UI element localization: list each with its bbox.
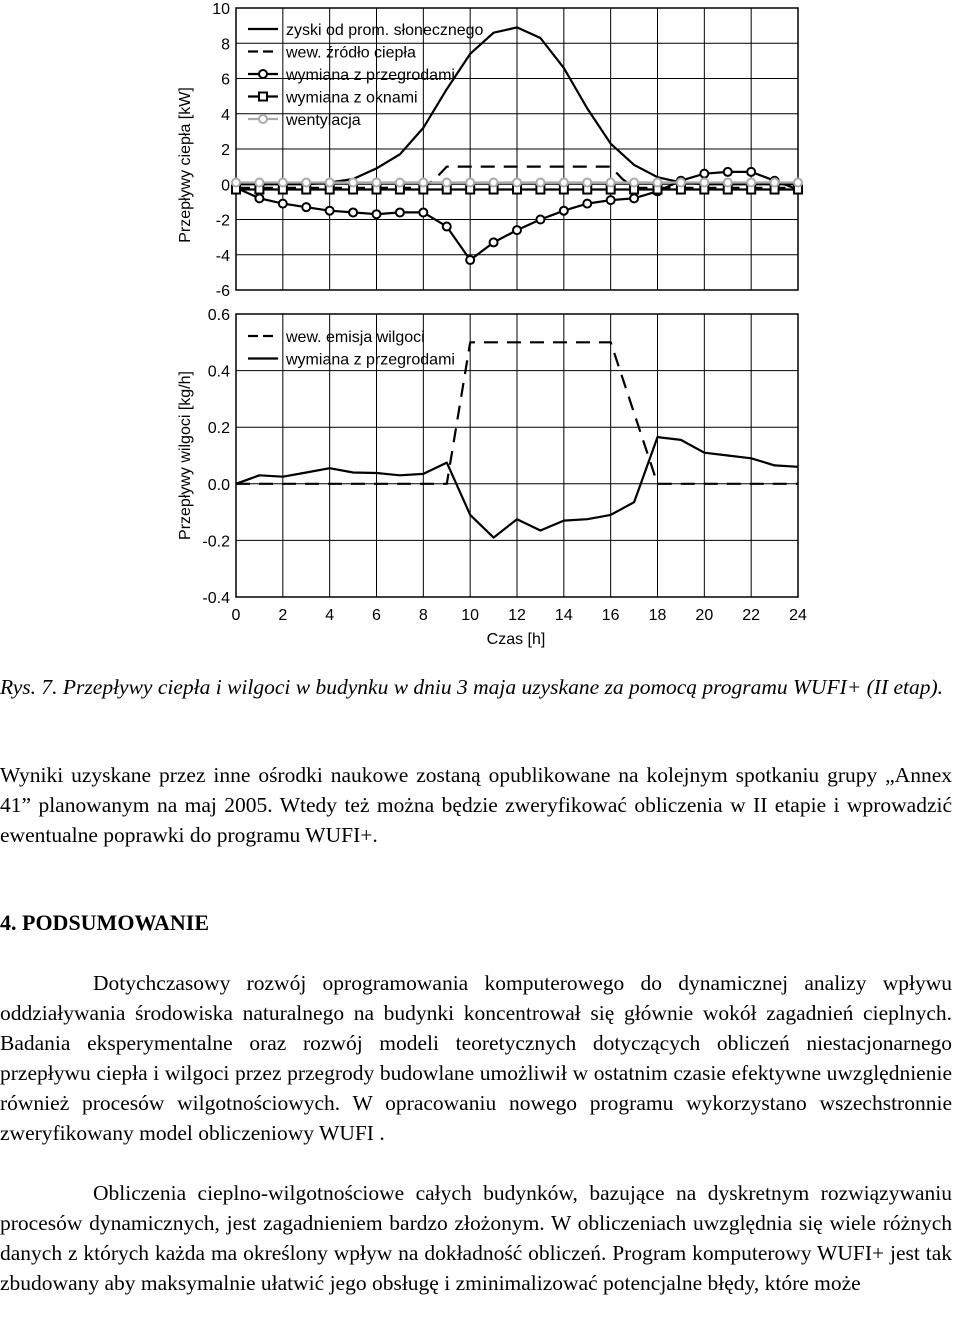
series-point (630, 178, 638, 186)
series-point (513, 226, 521, 234)
legend-label: wentylacja (286, 112, 361, 129)
series-point (536, 178, 544, 186)
series-point (279, 178, 287, 186)
series-point (560, 207, 568, 215)
series-point (349, 208, 357, 216)
series-point (466, 178, 474, 186)
series-point (232, 178, 240, 186)
x-tick-label: 16 (601, 607, 620, 624)
series-point (373, 210, 381, 218)
series-point (630, 194, 638, 202)
legend-label: wymiana z przegrodami (286, 351, 455, 369)
series-point (513, 178, 521, 186)
paragraph-summary: Dotychczasowy rozwój oprogramowania komputerowego do dynamicznej analizy wpływu oddziaływania środowiska naturalnego na budynki koncentrował się głównie wokół zagadnień cieplnych. Badania eksperymentalne oraz rozwój modeli teoretycznych dotyczących obliczeń niestacjonarnego przepływu ciepła i wilgoci przez przegrody budowlane umożliwił w ostatnim czasie efektywne uwzględnienie również procesów wilgotnościowych. W opracowaniu nowego programu wykorzystano wszechstronnie zweryfikowany model obliczeniowy WUFI . (0, 971, 952, 1145)
heat-moisture-flow-chart (0, 0, 960, 660)
legend-label: wymiana z przegrodami (286, 67, 455, 84)
series-point (794, 178, 802, 186)
legend-marker (259, 115, 267, 123)
x-tick-label: 8 (418, 607, 428, 624)
series-point (700, 178, 708, 186)
x-tick-label: 12 (508, 607, 526, 624)
figure-caption (0, 672, 952, 702)
series-point (443, 223, 451, 231)
series-point (607, 178, 615, 186)
legend-marker (259, 70, 267, 78)
legend-label: wew. emisja wilgoci (286, 329, 425, 346)
x-axis-label: Czas [h] (486, 631, 546, 648)
chart-panel-2 (177, 307, 807, 648)
caption-number: Rys. 7. (0, 675, 58, 699)
series-point (583, 200, 591, 208)
y-tick-label: 0.4 (207, 363, 230, 381)
series-point (747, 168, 755, 176)
series-point (419, 208, 427, 216)
x-tick-label: 22 (742, 607, 761, 624)
series-point (607, 196, 615, 204)
series-point (326, 207, 334, 215)
caption-text: Przepływy ciepła i wilgoci w budynku w dniu 3 maja uzyskane za pomocą programu WUFI+ (II etap). (62, 675, 944, 699)
series-point (302, 203, 310, 211)
series-point (536, 216, 544, 224)
legend-marker (259, 93, 267, 101)
paragraph-results: Wyniki uzyskane przez inne ośrodki naukowe zostaną opublikowane na kolejnym spotkaniu grupy „Annex 41” planowanym na maj 2005. Wtedy też można będzie zweryfikować obliczenia w II etapie i wprowadzić ewentualne poprawki do programu WUFI+. (0, 763, 952, 847)
series-point (771, 178, 779, 186)
y-tick-label: 8 (221, 36, 230, 54)
series-point (724, 178, 732, 186)
series-point (654, 178, 662, 186)
series-point (747, 178, 755, 186)
series-point (279, 200, 287, 208)
series-point (373, 178, 381, 186)
series-point (396, 208, 404, 216)
series-point (466, 256, 474, 264)
legend-label: zyski od prom. słonecznego (286, 22, 484, 39)
y-tick-label: 0.2 (207, 420, 230, 438)
y-tick-label: -6 (215, 283, 230, 300)
series-point (396, 178, 404, 186)
x-tick-label: 10 (461, 607, 480, 624)
series-point (419, 178, 427, 186)
y-tick-label: -4 (215, 247, 230, 265)
series-point (302, 178, 310, 186)
paragraph-calculations: Obliczenia cieplno-wilgotnościowe całych budynków, bazujące na dyskretnym rozwiązywaniu procesów dynamicznych, jest zagadnieniem bardzo złożonym. W obliczeniach uwzględnia się wiele różnych danych z których każda ma określony wpływ na dokładność obliczeń. Program komputerowy WUFI+ jest tak zbudowany aby maksymalnie ułatwić jego obsługę i zminimalizować potencjalne błędy, które może (0, 1181, 952, 1295)
x-tick-label: 6 (372, 607, 381, 624)
x-tick-label: 18 (648, 607, 667, 624)
y-tick-label: 4 (221, 106, 230, 124)
x-tick-label: 24 (789, 607, 807, 624)
y-tick-label: -0.2 (202, 533, 230, 551)
series-point (443, 178, 451, 186)
series-point (724, 168, 732, 176)
y-tick-label: 10 (212, 1, 230, 18)
chart-panel-1 (177, 1, 802, 300)
y-tick-label: 0.6 (207, 307, 230, 324)
x-tick-label: 2 (278, 607, 288, 624)
x-tick-label: 0 (231, 607, 241, 624)
series-point (326, 178, 334, 186)
y-tick-label: 2 (221, 142, 230, 159)
x-tick-label: 14 (554, 607, 573, 624)
series-point (677, 178, 685, 186)
legend-label: wew. źródło ciepła (286, 44, 416, 62)
series-point (490, 178, 498, 186)
section-heading: 4. PODSUMOWANIE (0, 910, 210, 935)
series-point (583, 178, 591, 186)
series-point (349, 178, 357, 186)
y-tick-label: 0 (221, 177, 230, 195)
y-axis-label: Przepływy wilgoci [kg/h] (177, 371, 194, 540)
x-tick-label: 20 (695, 607, 714, 624)
series-point (700, 170, 708, 178)
y-axis-label: Przepływy ciepła [kW] (177, 87, 194, 243)
series-point (255, 194, 263, 202)
x-tick-label: 4 (325, 607, 335, 624)
series-point (560, 178, 568, 186)
legend-label: wymiana z oknami (286, 89, 418, 107)
y-tick-label: -2 (215, 212, 230, 230)
series-point (255, 178, 263, 186)
y-tick-label: 6 (221, 71, 230, 89)
y-tick-label: -0.4 (202, 590, 230, 607)
series-point (490, 238, 498, 246)
y-tick-label: 0.0 (207, 476, 230, 494)
